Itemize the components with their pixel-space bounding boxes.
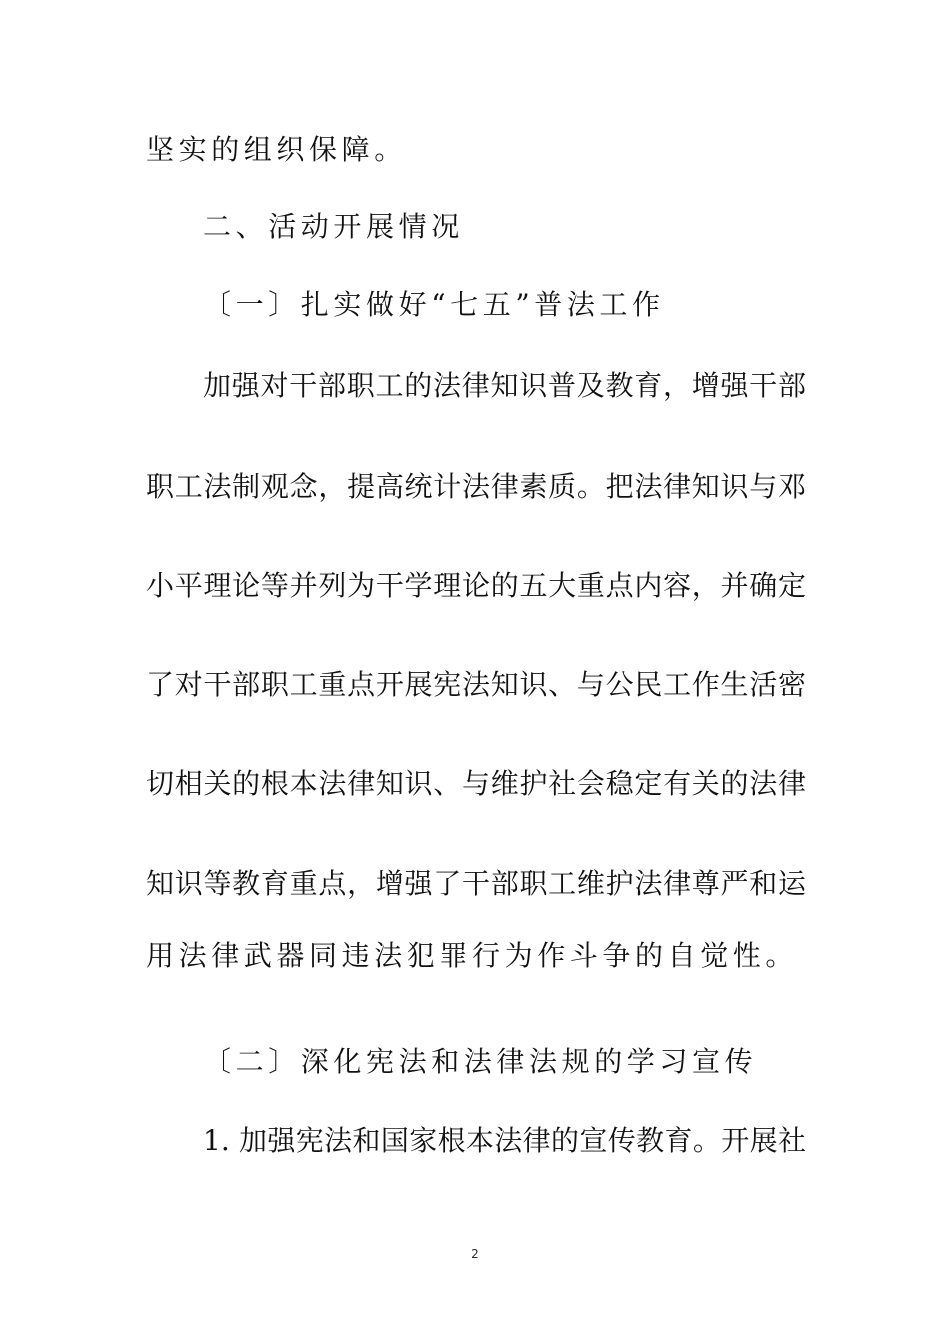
paragraph-line: 切相关的根本法律知识、与维护社会稳定有关的法律 [146, 767, 806, 800]
paragraph-line: 了对干部职工重点开展宪法知识、与公民工作生活密 [146, 668, 806, 701]
numbered-item: 1. 加强宪法和国家根本法律的宣传教育。开展社 [203, 1124, 806, 1157]
paragraph-line: 加强对干部职工的法律知识普及教育，增强干部 [203, 369, 806, 402]
page-number: 2 [471, 1247, 479, 1261]
subsection-heading-1: 〔一〕扎实做好“七五”普法工作 [203, 288, 665, 321]
paragraph-line: 小平理论等并列为干学理论的五大重点内容，并确定 [146, 569, 806, 602]
paragraph-continuation: 坚实的组织保障。 [146, 133, 407, 166]
section-heading: 二、活动开展情况 [203, 210, 464, 243]
paragraph-line-last: 用法律武器同违法犯罪行为作斗争的自觉性。 [146, 939, 799, 972]
paragraph-line: 知识等教育重点，增强了干部职工维护法律尊严和运 [146, 867, 806, 900]
subsection-heading-2: 〔二〕深化宪法和法律法规的学习宣传 [203, 1045, 758, 1078]
paragraph-line: 职工法制观念，提高统计法律素质。把法律知识与邓 [146, 470, 806, 503]
